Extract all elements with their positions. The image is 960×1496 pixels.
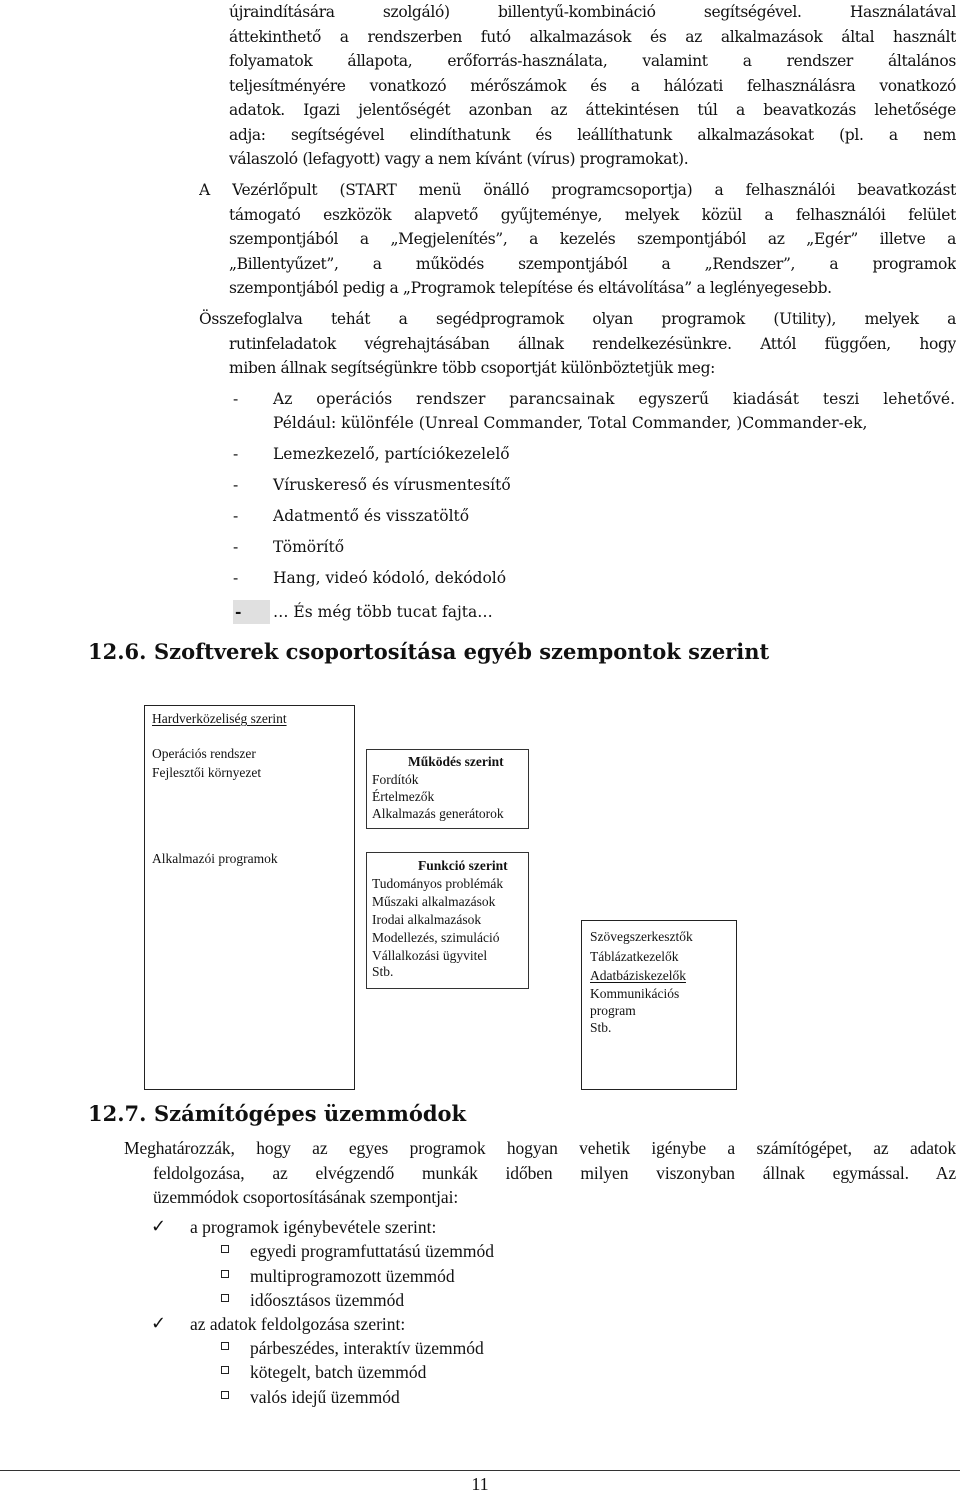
function-item: Műszaki alkalmazások xyxy=(372,894,496,909)
operation-item: Alkalmazás generátorok xyxy=(372,806,504,821)
list-dash: - xyxy=(233,507,239,525)
text-line: támogató eszközök alapvető gyűjteménye, melyek közül a felhasználói felület xyxy=(229,205,956,224)
office-item: Kommunikációs xyxy=(590,986,680,1001)
office-item: Stb. xyxy=(590,1020,612,1035)
text-line: folyamatok állapota, erőforrás-használata, valamint a rendszer általános xyxy=(229,52,956,70)
office-item: program xyxy=(590,1003,636,1018)
criteria-item: egyedi programfuttatású üzemmód xyxy=(250,1241,494,1261)
list-item-text: Víruskereső és vírusmentesítő xyxy=(273,476,511,494)
text-line: válaszoló (lefagyott) vagy a nem kívánt (vírus) programokat). xyxy=(229,150,689,168)
operation-title: Működés szerint xyxy=(408,754,504,769)
footer-divider xyxy=(0,1470,960,1471)
text-line: teljesítményére vonatkozó mérőszámok és a hálózati felhasználásra vonatkozó xyxy=(229,76,956,95)
list-dash-highlighted: - xyxy=(233,600,270,624)
text-line: szempontjából pedig a „Programok telepítése és eltávolítása” a leglényegesebb. xyxy=(229,279,832,297)
modes-paragraph xyxy=(124,1136,956,1210)
hardware-box xyxy=(144,705,355,1090)
summary-paragraph xyxy=(199,307,956,381)
square-bullet-icon xyxy=(221,1391,229,1399)
text-line: Összefoglalva tehát a segédprogramok olyan programok (Utility), melyek a xyxy=(199,310,956,328)
text-line: üzemmódok csoportosításának szempontjai: xyxy=(153,1187,459,1207)
function-item: Irodai alkalmazások xyxy=(372,912,482,927)
criteria-label: az adatok feldolgozása szerint: xyxy=(190,1314,406,1334)
square-bullet-icon xyxy=(221,1245,229,1253)
list-dash: - xyxy=(233,569,239,587)
criteria-item: valós idejű üzemmód xyxy=(250,1387,400,1407)
operation-item: Értelmezők xyxy=(372,789,435,804)
square-bullet-icon xyxy=(221,1270,229,1278)
function-item: Modellezés, szimuláció xyxy=(372,930,500,945)
text-line: adatok. Igazi jelentőségét azonban az áttekintésen túl a beavatkozás lehetősége xyxy=(229,101,956,119)
office-item: Adatbáziskezelők xyxy=(590,968,686,983)
criteria-item: multiprogramozott üzemmód xyxy=(250,1266,455,1286)
text-line: újraindítására szolgáló) billentyű-kombináció segítségével. Használatával xyxy=(229,3,956,21)
function-item: Stb. xyxy=(372,964,394,979)
list-item-text: Hang, videó kódoló, dekódoló xyxy=(273,569,507,587)
text-line: A Vezérlőpult (START menü önálló programcsoportja) a felhasználói beavatkozást xyxy=(199,181,956,199)
text-line: „Billentyűzet”, a működés szempontjából a „Rendszer”, a programok xyxy=(229,254,956,273)
section-heading-12-7 xyxy=(88,1100,466,1128)
section-number: 12.7. xyxy=(88,1101,147,1126)
square-bullet-icon xyxy=(221,1342,229,1350)
app-programs-label: Alkalmazói programok xyxy=(152,851,278,866)
text-line: miben állnak segítségünkre több csoportját különböztetjük meg: xyxy=(229,359,716,377)
list-item-text: Lemezkezelő, partíciókezelelő xyxy=(273,445,510,463)
operation-item: Fordítók xyxy=(372,772,419,787)
text-line: áttekinthető a rendszerben futó alkalmazások és az alkalmazások által használt xyxy=(229,27,956,46)
criteria-label: a programok igénybevétele szerint: xyxy=(190,1217,437,1237)
text-line: adja: segítségével elindíthatunk és leállíthatunk alkalmazásokat (pl. a nem xyxy=(229,125,956,144)
office-item: Táblázatkezelők xyxy=(590,949,679,964)
list-item-text: Tömörítő xyxy=(273,538,345,556)
page-number: 11 xyxy=(471,1474,489,1494)
list-item-text: Például: különféle (Unreal Commander, Total Commander, )Commander-ek, xyxy=(273,414,868,432)
text-line: feldolgozása, az elvégzendő munkák időben milyen viszonyban állnak egymással. Az xyxy=(153,1162,956,1183)
list-item-text: Az operációs rendszer parancsainak egyszerű kiadását teszi lehetővé. xyxy=(273,390,955,408)
hardware-item: Fejlesztői környezet xyxy=(152,765,262,780)
hardware-item: Operációs rendszer xyxy=(152,746,256,761)
checkmark-icon: ✓ xyxy=(151,1216,167,1237)
function-item: Vállalkozási ügyvitel xyxy=(372,948,488,963)
list-item-text: … És még több tucat fajta… xyxy=(273,603,493,621)
list-dash: - xyxy=(233,538,239,556)
criteria-item: párbeszédes, interaktív üzemmód xyxy=(250,1338,484,1358)
text-line: Meghatározzák, hogy az egyes programok hogyan vehetik igénybe a számítógépet, az adatok xyxy=(124,1138,956,1158)
list-dash: - xyxy=(233,390,239,408)
function-item: Tudományos problémák xyxy=(372,876,504,891)
square-bullet-icon xyxy=(221,1366,229,1374)
criteria-item: kötegelt, batch üzemmód xyxy=(250,1362,427,1382)
office-item: Szövegszerkesztők xyxy=(590,929,693,944)
list-item-text: Adatmentő és visszatöltő xyxy=(273,507,470,525)
section-heading-12-6 xyxy=(88,638,769,666)
text-line: rutinfeladatok végrehajtásában állnak rendelkezésünkre. Attól függően, hogy xyxy=(229,334,956,353)
function-title: Funkció szerint xyxy=(418,858,508,873)
square-bullet-icon xyxy=(221,1294,229,1302)
text-line: szempontjából a „Megjelenítés”, a kezelés szempontjából az „Egér” illetve a xyxy=(229,230,956,248)
control-panel-paragraph xyxy=(199,178,956,301)
list-dash: - xyxy=(233,476,239,494)
checkmark-icon: ✓ xyxy=(151,1313,167,1334)
hardware-title: Hardverközeliség szerint xyxy=(152,711,287,726)
section-title: Szoftverek csoportosítása egyéb szempontok szerint xyxy=(154,639,770,664)
criteria-item: időosztásos üzemmód xyxy=(250,1290,405,1310)
section-number: 12.6. xyxy=(88,639,147,664)
list-dash: - xyxy=(233,445,239,463)
section-title: Számítógépes üzemmódok xyxy=(154,1101,467,1126)
intro-paragraph xyxy=(229,0,956,172)
